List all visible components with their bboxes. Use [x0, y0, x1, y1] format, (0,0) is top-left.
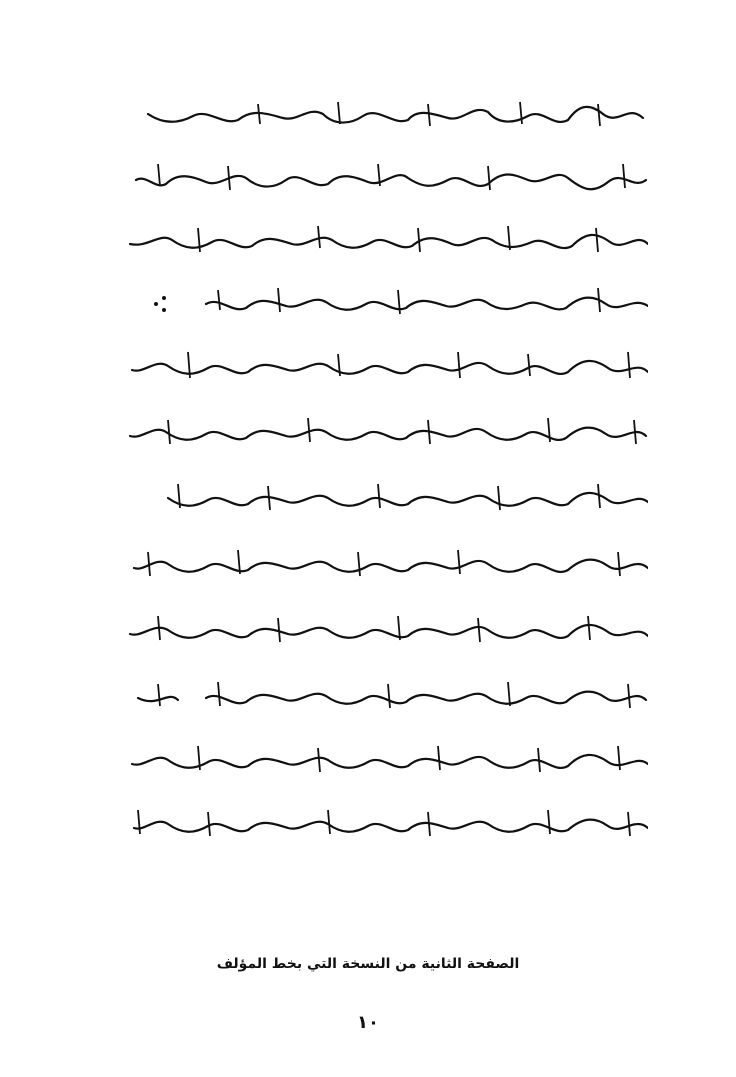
- manuscript-line-3: [128, 222, 648, 262]
- manuscript-line-11: [128, 742, 648, 782]
- manuscript-line-1: [128, 96, 648, 136]
- manuscript-line-8: [128, 546, 648, 586]
- manuscript-line-9: [128, 612, 648, 652]
- figure-caption: الصفحة الثانية من النسخة التي بخط المؤلف: [216, 956, 520, 972]
- manuscript-line-2: [128, 160, 648, 200]
- manuscript-line-4: [128, 284, 648, 324]
- manuscript-line-7: [128, 480, 648, 520]
- manuscript-line-6: [128, 414, 648, 454]
- page-number: ١٠: [357, 1012, 379, 1033]
- manuscript-line-12: [128, 806, 648, 846]
- manuscript-line-5: [128, 348, 648, 388]
- manuscript-line-10: [128, 678, 648, 718]
- handwritten-manuscript: [128, 96, 648, 856]
